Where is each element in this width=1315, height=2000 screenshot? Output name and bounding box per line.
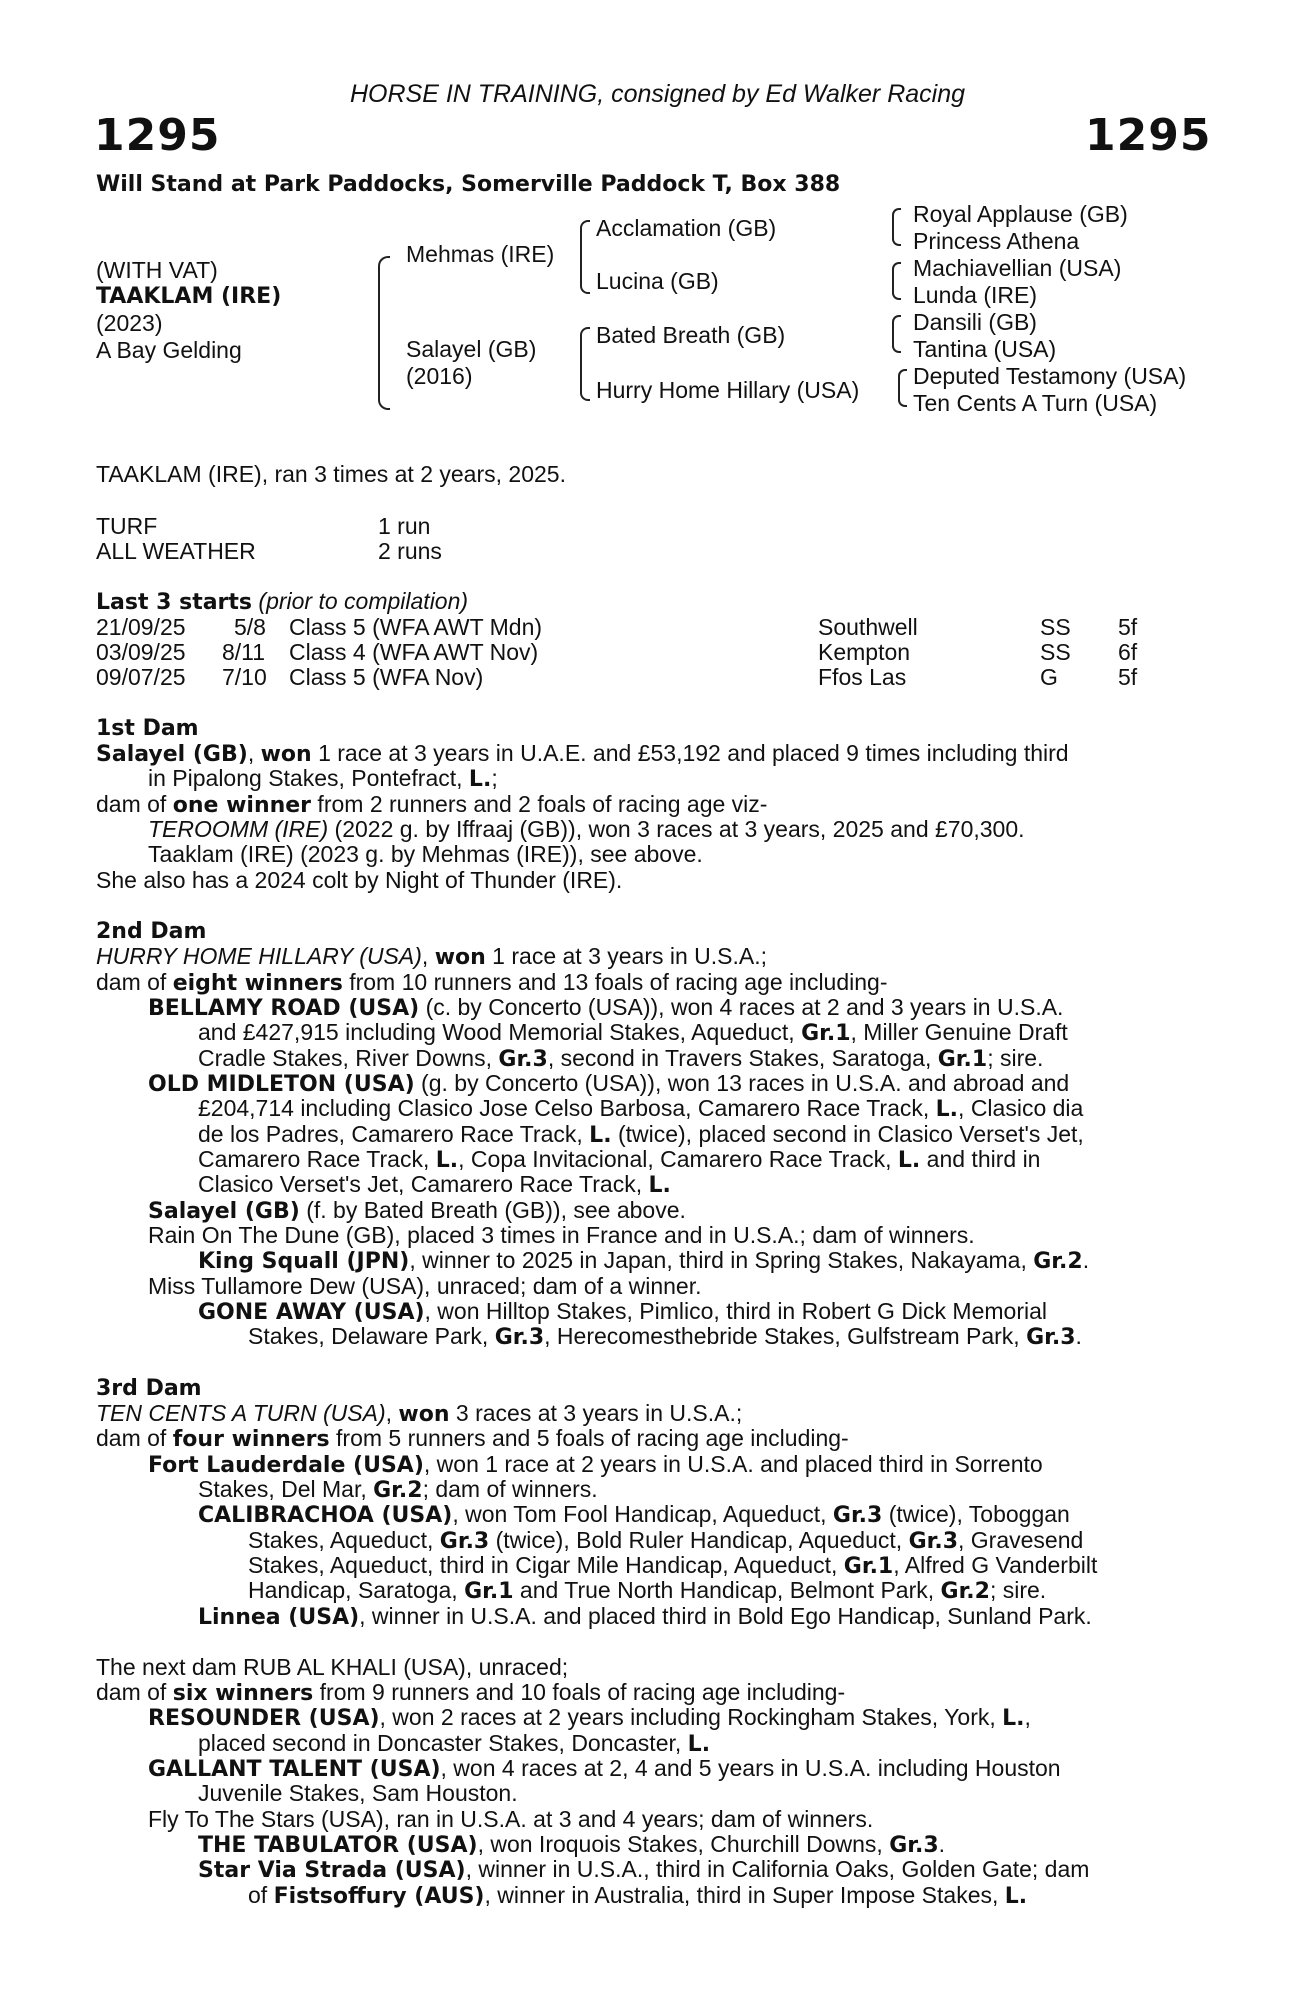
next-dam-line: dam of six winners from 9 runners and 10 foals of racing age including- [96,1679,846,1706]
pedigree-g4: Lunda (IRE) [913,282,1038,308]
second-dam-heading: 2nd Dam [96,919,207,944]
consignor-subtitle: HORSE IN TRAINING, consigned by Ed Walker Racing [349,80,966,108]
lot-number-right: 1295 [1085,110,1212,161]
next-dam-line: RESOUNDER (USA), won 2 races at 2 years including Rockingham Stakes, York, L., [148,1704,1031,1731]
pedigree-g7: Deputed Testamony (USA) [913,363,1187,389]
pedigree-dam-sire: Bated Breath (GB) [596,322,786,348]
second-dam-line: dam of eight winners from 10 runners and 13 foals of racing age including- [96,969,888,996]
pedigree-brace-g34 [892,262,901,300]
start-distance: 6f [1118,639,1138,665]
first-dam-line: Taaklam (IRE) (2023 g. by Mehmas (IRE)), see above. [148,841,703,867]
second-dam-line: Rain On The Dune (GB), placed 3 times in France and in U.S.A.; dam of winners. [148,1222,975,1248]
pedigree-dam: Salayel (GB) [406,336,537,362]
start-race: Class 5 (WFA Nov) [289,664,484,690]
first-dam-line: Salayel (GB), won 1 race at 3 years in U.A.E. and £53,192 and placed 9 times including third [96,740,1069,767]
second-dam-line: Miss Tullamore Dew (USA), unraced; dam of a winner. [148,1273,702,1299]
second-dam-line: HURRY HOME HILLARY (USA), won 1 race at 3 years in U.S.A.; [96,943,768,970]
turf-label: TURF [96,513,158,539]
second-dam-line: de los Padres, Camarero Race Track, L. (twice), placed second in Clasico Verset's Jet, [198,1121,1084,1148]
start-position: 8/11 [222,639,266,665]
second-dam-line: King Squall (JPN), winner to 2025 in Japan, third in Spring Stakes, Nakayama, Gr.2. [198,1247,1090,1274]
next-dam-line: THE TABULATOR (USA), won Iroquois Stakes, Churchill Downs, Gr.3. [198,1831,946,1858]
pedigree-dam-dam: Hurry Home Hillary (USA) [596,377,860,403]
pedigree-sire: Mehmas (IRE) [406,241,555,267]
pedigree-brace-main [378,256,390,410]
pedigree-brace-g12 [892,208,901,246]
stand-location: Will Stand at Park Paddocks, Somerville Paddock T, Box 388 [96,172,841,197]
pedigree-g5: Dansili (GB) [913,309,1037,335]
first-dam-line: dam of one winner from 2 runners and 2 foals of racing age viz- [96,791,768,818]
horse-description: A Bay Gelding [96,337,242,363]
second-dam-line: Salayel (GB) (f. by Bated Breath (GB)), see above. [148,1197,686,1224]
start-date: 03/09/25 [96,639,186,665]
horse-year: (2023) [96,310,163,336]
third-dam-line: Stakes, Aqueduct, Gr.3 (twice), Bold Ruler Handicap, Aqueduct, Gr.3, Gravesend [248,1527,1084,1554]
third-dam-line: Stakes, Aqueduct, third in Cigar Mile Handicap, Aqueduct, Gr.1, Alfred G Vanderbilt [248,1552,1098,1579]
pedigree-g8: Ten Cents A Turn (USA) [913,390,1158,416]
pedigree-g1: Royal Applause (GB) [913,201,1128,227]
last-starts-heading: Last 3 starts (prior to compilation) [96,588,469,615]
pedigree-brace-g56 [892,315,901,353]
start-race: Class 5 (WFA AWT Mdn) [289,614,543,640]
next-dam-line: placed second in Doncaster Stakes, Doncaster, L. [198,1730,711,1757]
third-dam-line: Stakes, Del Mar, Gr.2; dam of winners. [198,1476,598,1503]
start-position: 7/10 [222,664,267,690]
second-dam-line: Camarero Race Track, L., Copa Invitacional, Camarero Race Track, L. and third in [198,1146,1041,1173]
pedigree-sire-dam: Lucina (GB) [596,268,719,294]
all-weather-label: ALL WEATHER [96,538,256,564]
next-dam-line: The next dam RUB AL KHALI (USA), unraced; [96,1654,569,1680]
first-dam-line: in Pipalong Stakes, Pontefract, L.; [148,765,498,792]
turf-value: 1 run [378,513,431,539]
next-dam-line: Fly To The Stars (USA), ran in U.S.A. at 3 and 4 years; dam of winners. [148,1806,874,1832]
start-distance: 5f [1118,664,1138,690]
third-dam-heading: 3rd Dam [96,1376,202,1401]
start-date: 21/09/25 [96,614,186,640]
first-dam-line: TEROOMM (IRE) (2022 g. by Iffraaj (GB)), won 3 races at 3 years, 2025 and £70,300. [148,816,1025,842]
start-going: SS [1040,639,1071,665]
third-dam-line: TEN CENTS A TURN (USA), won 3 races at 3 years in U.S.A.; [96,1400,743,1427]
horse-name: TAAKLAM (IRE) [96,284,282,309]
start-race: Class 4 (WFA AWT Nov) [289,639,539,665]
second-dam-line: GONE AWAY (USA), won Hilltop Stakes, Pimlico, third in Robert G Dick Memorial [198,1298,1048,1325]
third-dam-line: Fort Lauderdale (USA), won 1 race at 2 years in U.S.A. and placed third in Sorrento [148,1451,1043,1478]
race-record-summary: TAAKLAM (IRE), ran 3 times at 2 years, 2025. [96,461,566,487]
pedigree-dam-year: (2016) [406,363,473,389]
start-going: SS [1040,614,1071,640]
pedigree-sire-sire: Acclamation (GB) [596,215,777,241]
next-dam-line: GALLANT TALENT (USA), won 4 races at 2, 4 and 5 years in U.S.A. including Houston [148,1755,1061,1782]
first-dam-line: She also has a 2024 colt by Night of Thunder (IRE). [96,867,623,893]
start-course: Ffos Las [818,664,907,690]
second-dam-line: and £427,915 including Wood Memorial Stakes, Aqueduct, Gr.1, Miller Genuine Draft [198,1019,1068,1046]
lot-number-left: 1295 [94,110,221,161]
third-dam-line: CALIBRACHOA (USA), won Tom Fool Handicap, Aqueduct, Gr.3 (twice), Toboggan [198,1501,1070,1528]
pedigree-g6: Tantina (USA) [913,336,1057,362]
start-position: 5/8 [234,614,266,640]
pedigree-g2: Princess Athena [913,228,1080,254]
vat-note: (WITH VAT) [96,257,218,283]
pedigree-brace-sire [580,220,590,294]
start-distance: 5f [1118,614,1138,640]
pedigree-brace-g78 [898,369,907,407]
second-dam-line: Cradle Stakes, River Downs, Gr.3, second in Travers Stakes, Saratoga, Gr.1; sire. [198,1045,1044,1072]
pedigree-brace-dam [580,327,590,401]
third-dam-line: Handicap, Saratoga, Gr.1 and True North Handicap, Belmont Park, Gr.2; sire. [248,1577,1047,1604]
next-dam-line: Star Via Strada (USA), winner in U.S.A., third in California Oaks, Golden Gate; dam [198,1856,1090,1883]
pedigree-g3: Machiavellian (USA) [913,255,1122,281]
next-dam-line: of Fistsoffury (AUS), winner in Australia, third in Super Impose Stakes, L. [248,1882,1028,1909]
second-dam-line: OLD MIDLETON (USA) (g. by Concerto (USA)), won 13 races in U.S.A. and abroad and [148,1070,1070,1097]
start-course: Kempton [818,639,911,665]
second-dam-line: Stakes, Delaware Park, Gr.3, Herecomesthebride Stakes, Gulfstream Park, Gr.3. [248,1323,1082,1350]
start-date: 09/07/25 [96,664,186,690]
start-going: G [1040,664,1058,690]
third-dam-line: Linnea (USA), winner in U.S.A. and placed third in Bold Ego Handicap, Sunland Park. [198,1603,1092,1630]
first-dam-heading: 1st Dam [96,716,199,741]
second-dam-line: £204,714 including Clasico Jose Celso Barbosa, Camarero Race Track, L., Clasico dia [198,1095,1084,1122]
third-dam-line: dam of four winners from 5 runners and 5 foals of racing age including- [96,1425,849,1452]
second-dam-line: Clasico Verset's Jet, Camarero Race Track, L. [198,1171,671,1198]
next-dam-line: Juvenile Stakes, Sam Houston. [198,1780,518,1806]
start-course: Southwell [818,614,918,640]
second-dam-line: BELLAMY ROAD (USA) (c. by Concerto (USA)), won 4 races at 2 and 3 years in U.S.A. [148,994,1064,1021]
all-weather-value: 2 runs [378,538,442,564]
